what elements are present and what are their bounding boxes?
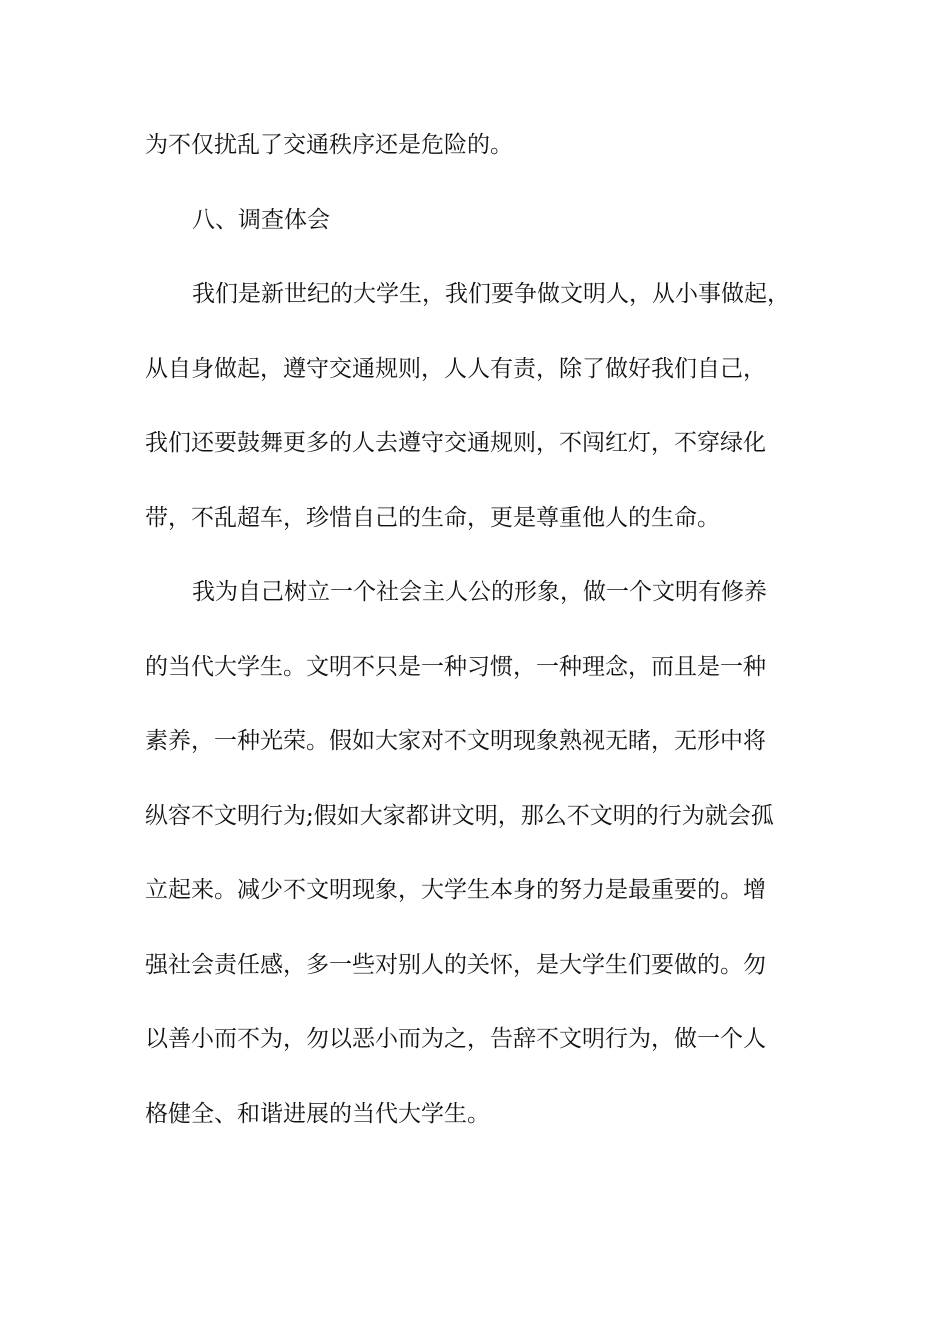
section-heading: 八、调查体会 <box>192 206 330 233</box>
text-line: 的当代大学生。文明不只是一种习惯，一种理念，而且是一种 <box>145 653 766 680</box>
paragraph-start: 我为自己树立一个社会主人公的形象，做一个文明有修养 <box>192 579 767 605</box>
text-line: 带，不乱超车，珍惜自己的生命，更是尊重他人的生命。 <box>145 504 720 531</box>
paragraph-start: 我们是新世纪的大学生，我们要争做文明人，从小事做起， <box>192 281 790 307</box>
text-line: 立起来。减少不文明现象，大学生本身的努力是最重要的。增 <box>145 877 766 903</box>
text-line: 素养，一种光荣。假如大家对不文明现象熟视无睹，无形中将 <box>145 728 766 754</box>
text-line: 以善小而不为，勿以恶小而为之，告辞不文明行为，做一个人 <box>145 1026 766 1052</box>
document-body <box>145 130 835 1173</box>
text-line: 强社会责任感，多一些对别人的关怀，是大学生们要做的。勿 <box>145 951 766 978</box>
text-line: 为不仅扰乱了交通秩序还是危险的。 <box>145 132 513 158</box>
text-line: 我们还要鼓舞更多的人去遵守交通规则，不闯红灯，不穿绿化 <box>145 430 766 456</box>
text-line: 从自身做起，遵守交通规则，人人有责，除了做好我们自己， <box>145 355 766 382</box>
text-line: 格健全、和谐进展的当代大学生。 <box>145 1100 490 1127</box>
text-line: 纵容不文明行为;假如大家都讲文明，那么不文明的行为就会孤 <box>145 802 774 829</box>
